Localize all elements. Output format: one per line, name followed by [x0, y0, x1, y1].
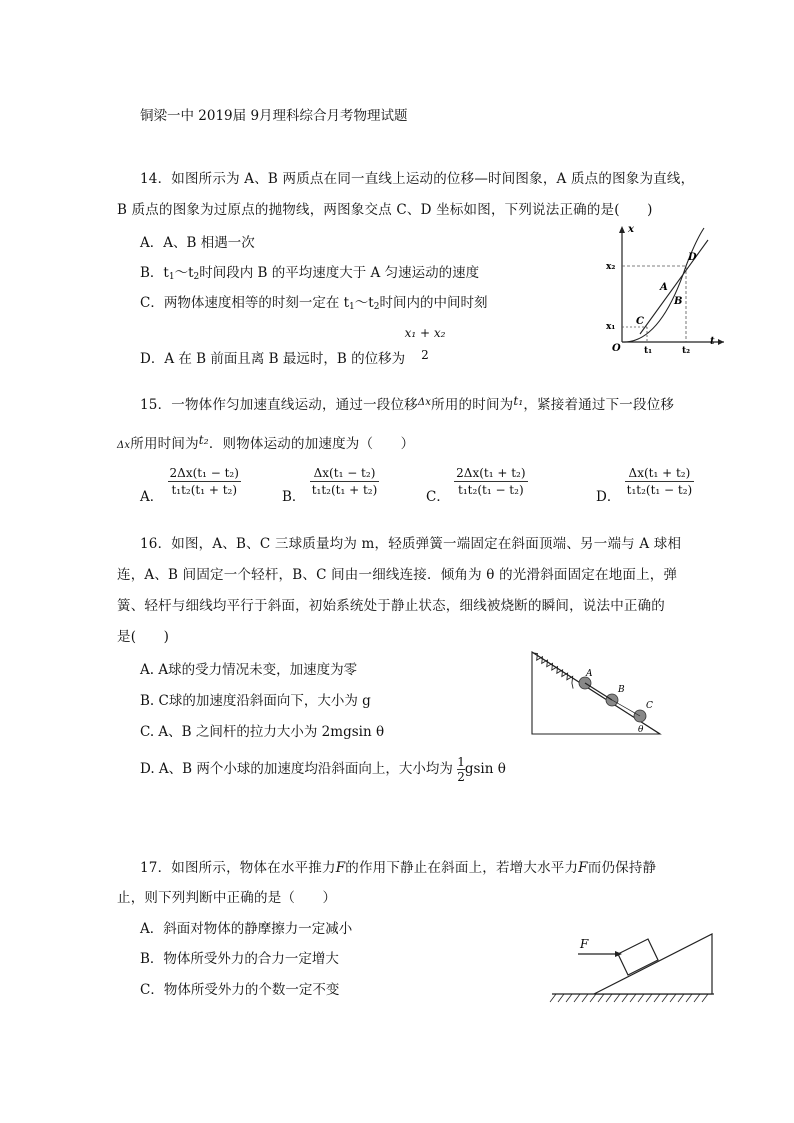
axis-t-label: t: [710, 336, 715, 347]
x-axis-arrow-icon: [619, 226, 625, 233]
q14-option-d: D．A 在 B 前面且离 B 最远时，B 的位移为: [140, 351, 406, 367]
point-c-label: C: [636, 316, 644, 327]
axis-x-label: x: [628, 224, 634, 235]
q16-stem-line3: 簧、轻杆与细线均平行于斜面，初始系统处于静止状态，细线被烧断的瞬间，说法中正确的: [117, 598, 665, 614]
q16-stem-line1: 16．如图，A、B、C 三球质量均为 m，轻质弹簧一端固定在斜面顶端、另一端与 A 球相: [140, 536, 682, 552]
point-d-label: D: [688, 252, 697, 263]
q14-option-b: B．$t_1\sim t_2$时间段内 B 的平均速度大于 A 匀速运动的速度: [140, 265, 480, 282]
q16-stem-line4: 是( ): [117, 629, 170, 645]
ball-c-label: C: [646, 701, 653, 711]
q14-stem-line2: B 质点的图象为过原点的抛物线，两图象交点 C、D 坐标如图，下列说法正确的是( ): [117, 202, 653, 218]
q15-option-b: B． $\frac{\text{Δx(t₁ − t₂)}}{\text{t₁t₂(t₁ + t₂)}}$: [282, 466, 378, 505]
q16-incline-figure: [528, 648, 662, 736]
q17-option-c: C．物体所受外力的个数一定不变: [140, 982, 340, 998]
q16-option-c: C. A、B 之间杆的拉力大小为 2mgsin θ: [140, 724, 385, 740]
q17-option-a: A．斜面对物体的静摩擦力一定减小: [140, 921, 353, 937]
q16-option-a: A. A球的受力情况未变，加速度为零: [140, 662, 358, 678]
q14-option-c: C．两物体速度相等的时刻一定在 $t_1\sim t_2$时间内的中间时刻: [140, 295, 488, 312]
incline: [594, 934, 712, 994]
q15-stem-line1: 15．一物体作匀加速直线运动，通过一段位移$^{\Delta x}$所用的时间为t₁，紧接着通过下一段位移: [140, 394, 675, 413]
q16-option-d: D. A、B 两个小球的加速度均沿斜面向上，大小均为 $\frac{1}{2}$ gsin θ: [140, 755, 506, 784]
t1-label: t₁: [644, 346, 653, 354]
q17-option-b: B．物体所受外力的合力一定增大: [140, 951, 339, 967]
curve-b-label: B: [674, 296, 683, 307]
origin-label: O: [612, 343, 621, 354]
q15-option-a: A． $\frac{\text{2Δx(t₁ − t₂)}}{\text{t₁t₂(t₁ + t₂)}}$: [140, 466, 239, 505]
q15-stem-line2: Δx所用时间为t₂．则物体运动的加速度为（ ）: [117, 433, 415, 452]
force-label: F: [580, 937, 589, 951]
page-title: 铜梁一中 2019届 9月理科综合月考物理试题: [140, 108, 408, 124]
q17-incline-figure: [548, 920, 718, 1006]
q16-stem-line2: 连，A、B 间固定一个轻杆，B、C 间由一细线连接．倾角为 θ 的光滑斜面固定在地面上，弹: [117, 567, 678, 583]
q14-option-a: A．A、B 相遇一次: [140, 235, 255, 251]
t2-label: t₂: [682, 346, 691, 354]
q14-position-time-graph: [600, 222, 730, 354]
x1-label: x₁: [606, 322, 616, 332]
theta-label: θ: [638, 725, 644, 735]
q15-option-d: D． $\frac{\text{Δx(t₁ + t₂)}}{\text{t₁t₂(t₁ − t₂)}}$: [596, 466, 693, 505]
line-a-label: A: [660, 282, 668, 293]
ground-hatch: [550, 994, 708, 1002]
q14-stem-line1: 14．如图所示为 A、B 两质点在同一直线上运动的位移—时间图象，A 质点的图象为直线，: [140, 171, 695, 187]
t-axis-arrow-icon: [718, 339, 724, 345]
ball-b-label: B: [618, 685, 625, 695]
q14-option-d-fraction: x₁ + x₂ 2: [404, 326, 446, 362]
ball-a-label: A: [586, 669, 593, 679]
q17-stem-line1: 17．如图所示，物体在水平推力F的作用下静止在斜面上，若增大水平力F而仍保持静: [140, 860, 657, 876]
line-a: [640, 240, 708, 334]
q15-option-c: C． $\frac{\text{2Δx(t₁ + t₂)}}{\text{t₁t₂(t₁ − t₂)}}$: [426, 466, 526, 505]
q16-option-b: B. C球的加速度沿斜面向下，大小为 g: [140, 693, 371, 709]
x2-label: x₂: [606, 262, 616, 272]
q17-stem-line2: 止，则下列判断中正确的是（ ）: [117, 890, 337, 906]
